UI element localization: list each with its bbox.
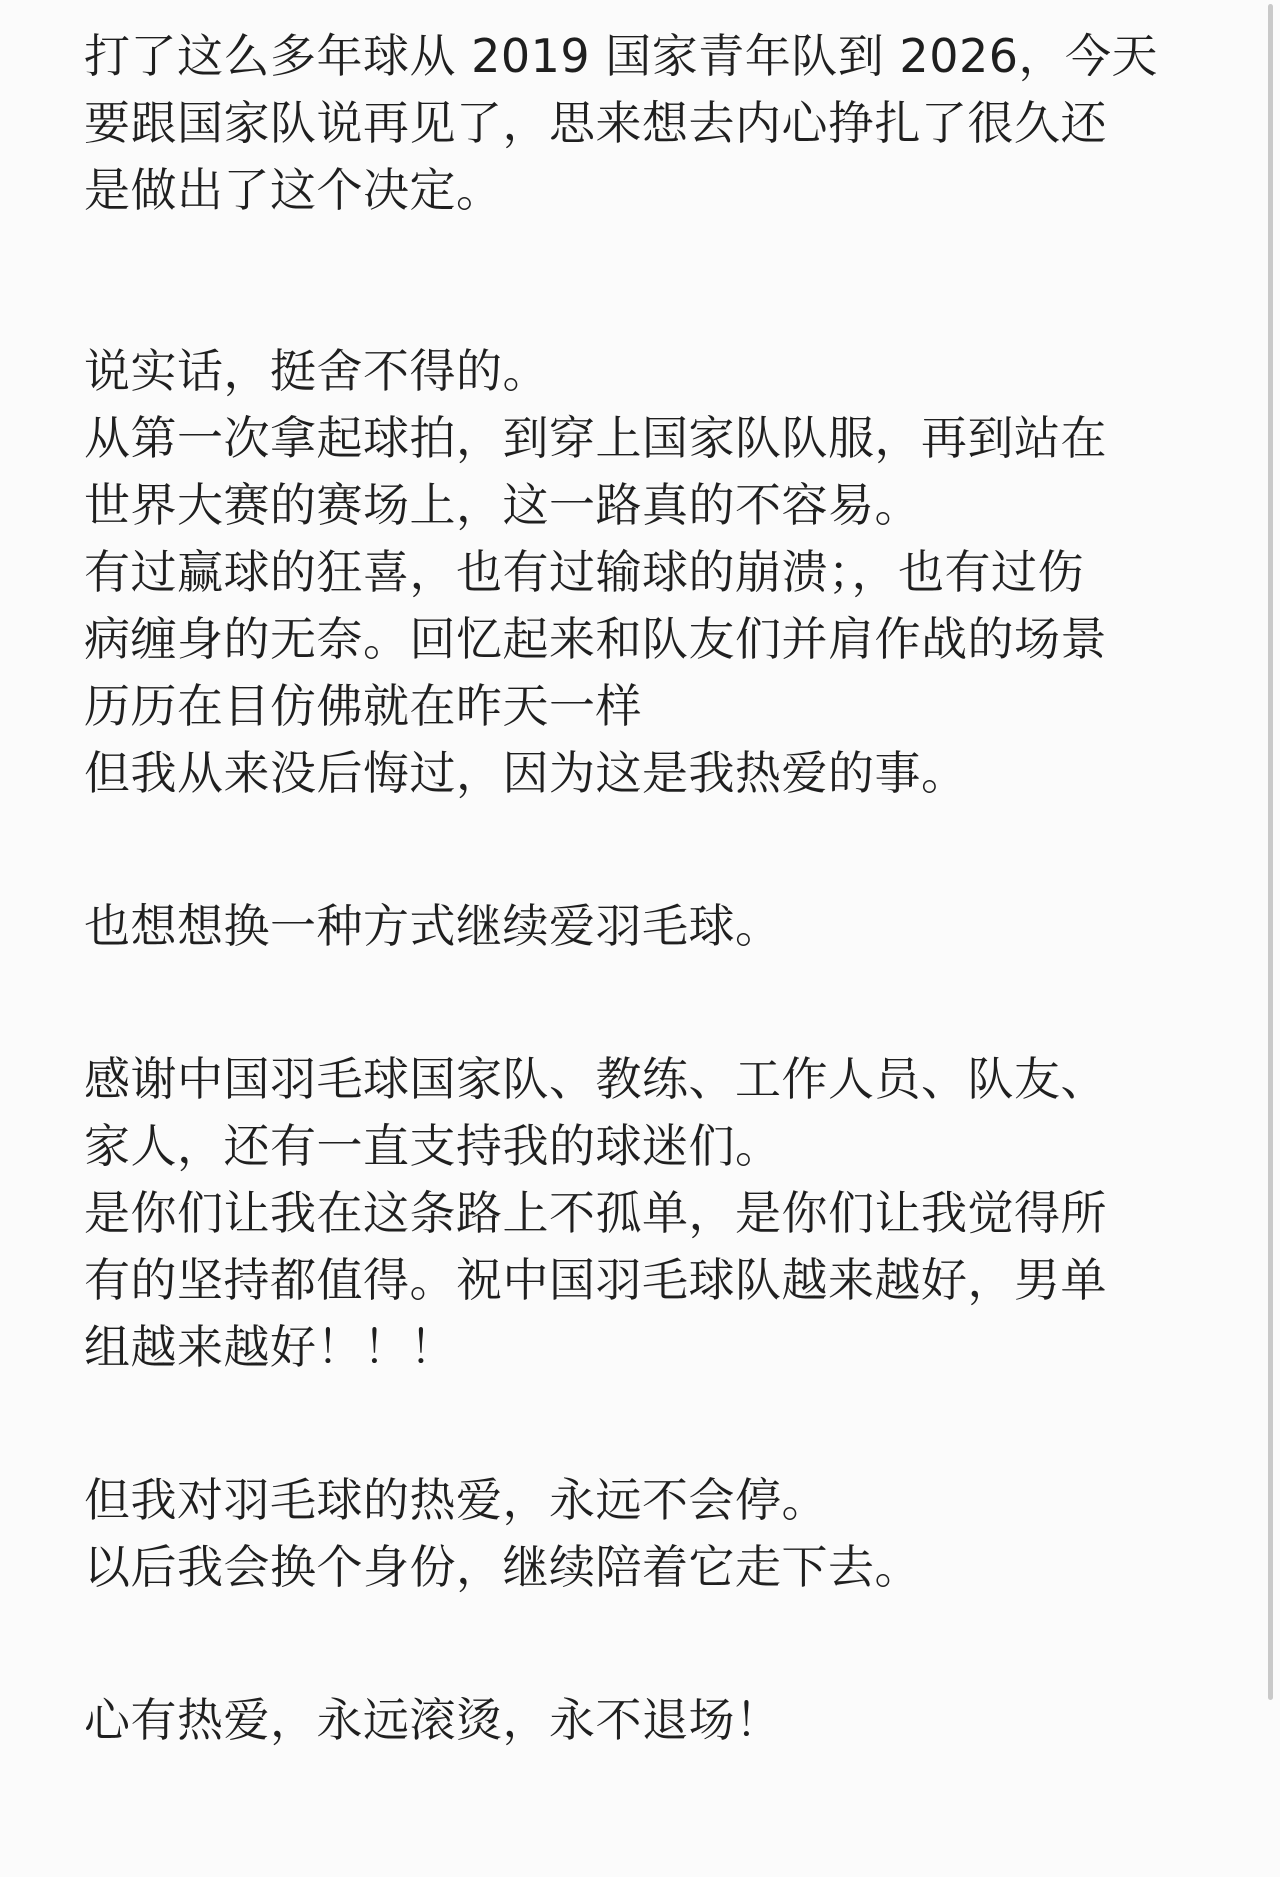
note-line-12: 感谢中国羽毛球国家队、教练、工作人员、队友、 xyxy=(84,1052,1107,1106)
note-line-8: 病缠身的无奈。回忆起来和队友们并肩作战的场景 xyxy=(84,612,1107,666)
note-line-15: 有的坚持都值得。祝中国羽毛球队越来越好，男单 xyxy=(84,1253,1107,1307)
note-line-11: 也想想换一种方式继续爱羽毛球。 xyxy=(84,899,782,953)
note-line-16: 组越来越好！！！ xyxy=(84,1320,456,1374)
note-line-19: 心有热爱，永远滚烫，永不退场！ xyxy=(84,1693,782,1747)
note-line-9: 历历在目仿佛就在昨天一样 xyxy=(84,679,642,733)
note-line-2: 要跟国家队说再见了，思来想去内心挣扎了很久还 xyxy=(84,96,1107,150)
note-line-10: 但我从来没后悔过，因为这是我热爱的事。 xyxy=(84,746,968,800)
note-line-6: 世界大赛的赛场上，这一路真的不容易。 xyxy=(84,478,921,532)
note-line-7: 有过赢球的狂喜，也有过输球的崩溃；，也有过伤 xyxy=(84,545,1084,599)
scrollbar-thumb[interactable] xyxy=(1268,4,1273,1700)
note-line-5: 从第一次拿起球拍，到穿上国家队队服，再到站在 xyxy=(84,411,1107,465)
note-line-17: 但我对羽毛球的热爱，永远不会停。 xyxy=(84,1473,828,1527)
note-line-13: 家人，还有一直支持我的球迷们。 xyxy=(84,1119,782,1173)
note-line-18: 以后我会换个身份，继续陪着它走下去。 xyxy=(84,1540,921,1594)
vertical-scrollbar[interactable] xyxy=(1264,0,1280,1877)
note-line-1: 打了这么多年球从 2019 国家青年队到 2026，今天 xyxy=(84,29,1158,83)
note-line-14: 是你们让我在这条路上不孤单，是你们让我觉得所 xyxy=(84,1186,1107,1240)
note-line-3: 是做出了这个决定。 xyxy=(84,163,503,217)
note-line-4: 说实话，挺舍不得的。 xyxy=(84,344,549,398)
